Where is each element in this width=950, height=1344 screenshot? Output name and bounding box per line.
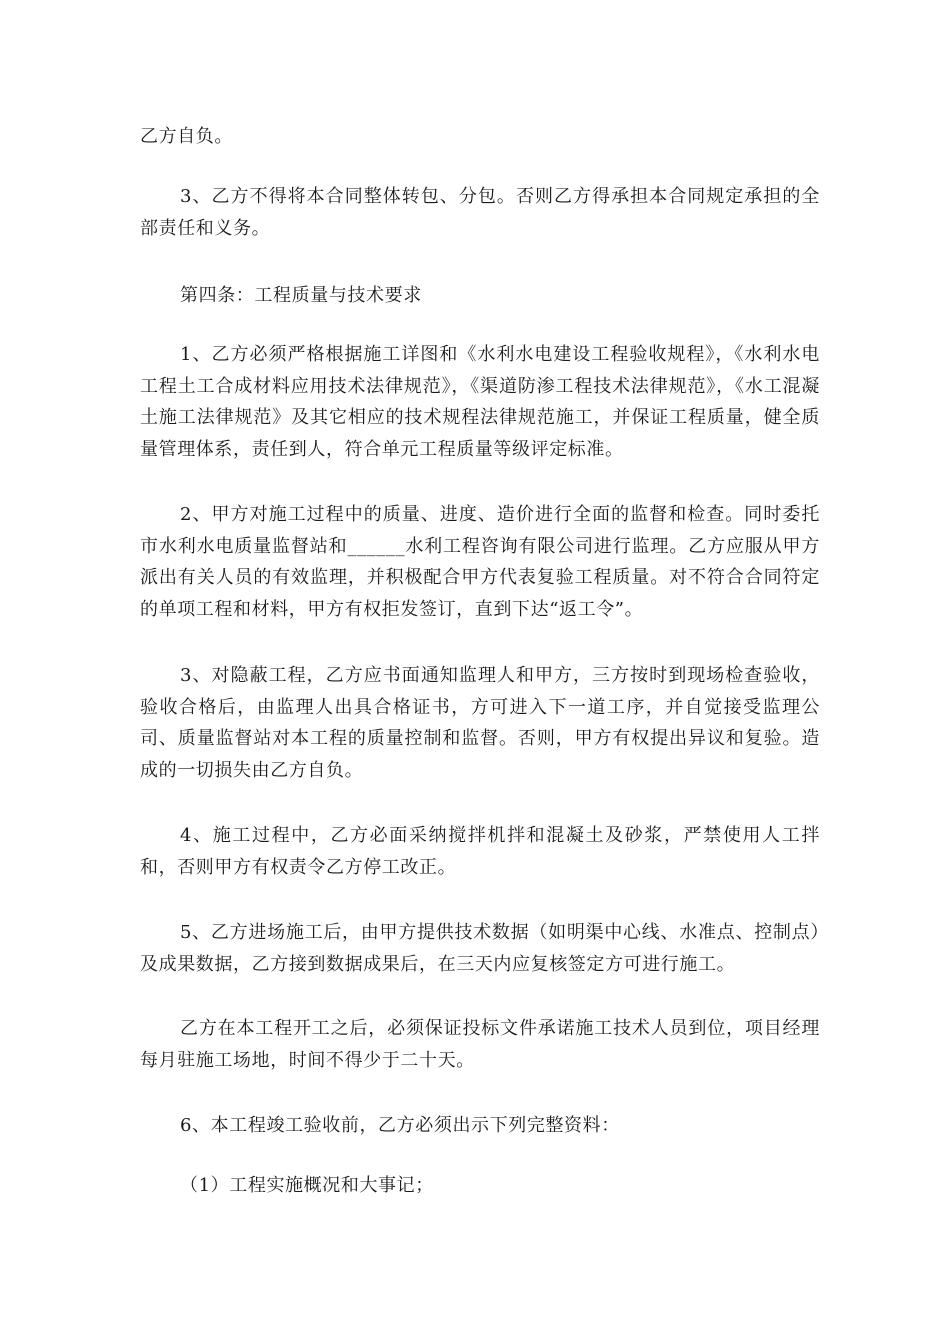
section-heading-article-4: 第四条：工程质量与技术要求 bbox=[180, 285, 422, 306]
paragraph-clause-3-subcontract: 3、乙方不得将本合同整体转包、分包。否则乙方得承担本合同规定承担的全部责任和义务。 bbox=[140, 186, 820, 239]
paragraph-clause-2-supervision: 2、甲方对施工过程中的质量、进度、造价进行全面的监督和检查。同时委托市水利水电质量监督站和______水利工程咨询有限公司进行监理。乙方应服从甲方派出有关人员的有效监理，并积极配合甲方代表复验工程质量。对不符合合同符定的单项工程和材料，甲方有权拒发签订，直到下达“返工令”。 bbox=[140, 504, 820, 620]
list-item-1-overview: （1）工程实施概况和大事记； bbox=[180, 1175, 434, 1196]
paragraph-clause-4-mixing: 4、施工过程中，乙方必面采纳搅拌机拌和混凝土及砂浆，严禁使用人工拌和，否则甲方有权责令乙方停工改正。 bbox=[140, 825, 820, 878]
paragraph-clause-3-hidden-works: 3、对隐蔽工程，乙方应书面通知监理人和甲方，三方按时到现场检查验收，验收合格后，由监理人出具合格证书，方可进入下一道工序，并自觉接受监理公司、质量监督站对本工程的质量控制和监督。否则，甲方有权提出异议和复验。造成的一切损失由乙方自负。 bbox=[140, 665, 820, 781]
paragraph-continuation: 乙方自负。 bbox=[140, 126, 233, 147]
paragraph-clause-1-standards: 1、乙方必须严格根据施工详图和《水利水电建设工程验收规程》，《水利水电工程土工合成材料应用技术法律规范》，《渠道防渗工程技术法律规范》，《水工混凝土施工法律规范》及其它相应的技术规程法律规范施工，并保证工程质量，健全质量管理体系，责任到人，符合单元工程质量等级评定标准。 bbox=[140, 344, 820, 460]
paragraph-staffing: 乙方在本工程开工之后，必须保证投标文件承诺施工技术人员到位，项目经理每月驻施工场地，时间不得少于二十天。 bbox=[140, 1018, 820, 1071]
paragraph-clause-6-documents: 6、本工程竣工验收前，乙方必须出示下列完整资料： bbox=[180, 1115, 620, 1136]
paragraph-clause-5-technical-data: 5、乙方进场施工后，由甲方提供技术数据（如明渠中心线、水准点、控制点）及成果数据，乙方接到数据成果后，在三天内应复核签定方可进行施工。 bbox=[140, 922, 820, 975]
